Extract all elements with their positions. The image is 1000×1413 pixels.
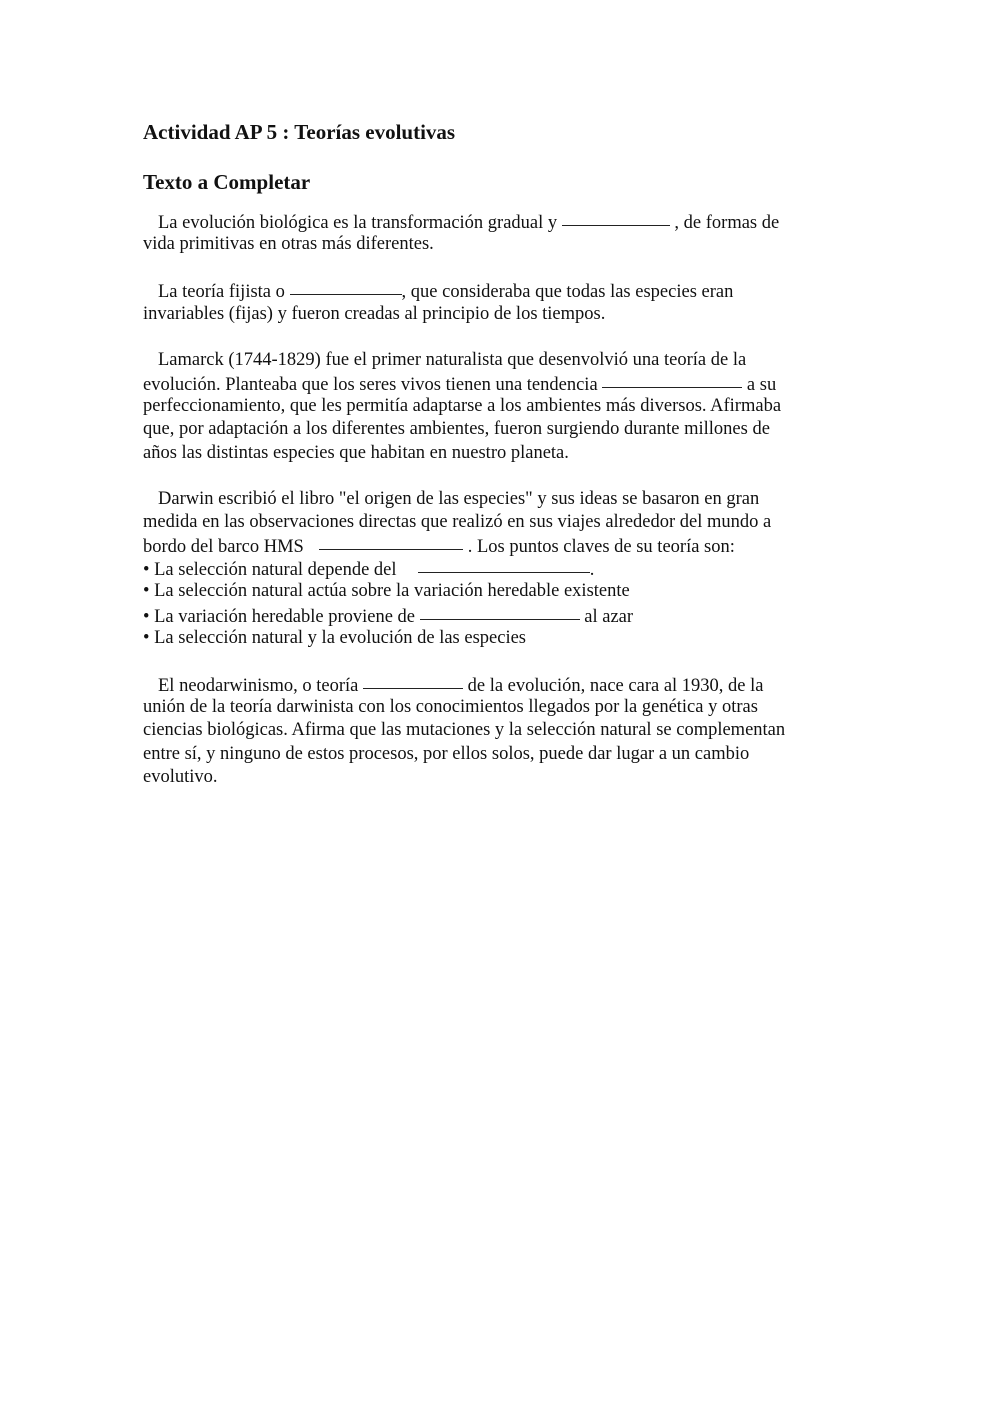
paragraph-neodarwinismo xyxy=(143,673,855,789)
text: al azar xyxy=(584,606,634,627)
text: El neodarwinismo, o teoría xyxy=(158,676,359,696)
text: de la evolución, nace cara al 1930, de la xyxy=(467,676,764,696)
paragraph-fijista xyxy=(143,279,855,325)
text: a su xyxy=(746,374,777,395)
text: ciencias biológicas. Afirma que las mutaciones y la selección natural se complementan xyxy=(143,720,786,741)
bullet-text: • La variación heredable proviene de xyxy=(143,606,416,627)
paragraph-lamarck xyxy=(143,349,855,465)
bullet-text: • La selección natural actúa sobre la variación heredable existente xyxy=(143,581,630,602)
paragraph-evolucion xyxy=(143,210,855,256)
text: bordo del barco HMS xyxy=(143,537,304,558)
text: evolución. Planteaba que los seres vivos tienen una tendencia xyxy=(143,374,598,395)
text: medida en las observaciones directas que realizó en sus viajes alrededor del mundo a xyxy=(143,511,772,532)
text: vida primitivas en otras más diferentes. xyxy=(143,234,434,255)
bullet-text: • La selección natural depende del xyxy=(143,560,397,581)
text: invariables (fijas) y fueron creadas al principio de los tiempos. xyxy=(143,303,606,324)
blank-field-2[interactable] xyxy=(290,277,402,295)
text: La teoría fijista o xyxy=(158,282,285,303)
text: , de formas de xyxy=(674,213,780,233)
text: Lamarck (1744-1829) fue el primer naturalista que desenvolvió una teoría de la xyxy=(158,349,747,370)
bullet-text: • La selección natural y la evolución de las especies xyxy=(143,627,526,648)
text: entre sí, y ninguno de estos procesos, por ellos solos, puede dar lugar a un cambio xyxy=(143,743,750,764)
text: años las distintas especies que habitan en nuestro planeta. xyxy=(143,442,569,463)
blank-field-1[interactable] xyxy=(562,208,670,226)
blank-field-7[interactable] xyxy=(363,671,463,689)
text: que, por adaptación a los diferentes ambientes, fueron surgiendo durante millones de xyxy=(143,419,770,440)
text: . Los puntos claves de su teoría son: xyxy=(467,537,735,558)
section-title: Texto a Completar xyxy=(143,170,311,194)
text: La evolución biológica es la transformación gradual y xyxy=(158,213,558,233)
text: , que consideraba que todas las especies eran xyxy=(401,282,734,303)
page-title: Actividad AP 5 : Teorías evolutivas xyxy=(143,120,456,144)
worksheet-content xyxy=(143,116,855,789)
paragraph-darwin xyxy=(143,488,855,650)
text: unión de la teoría darwinista con los conocimientos llegados por la genética y otras xyxy=(143,697,758,718)
blank-field-6[interactable] xyxy=(420,602,580,620)
text: Darwin escribió el libro "el origen de las especies" y sus ideas se basaron en gran xyxy=(158,488,760,509)
text: . xyxy=(589,560,595,581)
blank-field-3[interactable] xyxy=(602,370,742,388)
text: evolutivo. xyxy=(143,766,218,787)
blank-field-5[interactable] xyxy=(418,555,590,573)
text: perfeccionamiento, que les permitía adaptarse a los ambientes más diversos. Afirmaba xyxy=(143,396,782,417)
blank-field-4[interactable] xyxy=(319,532,463,550)
